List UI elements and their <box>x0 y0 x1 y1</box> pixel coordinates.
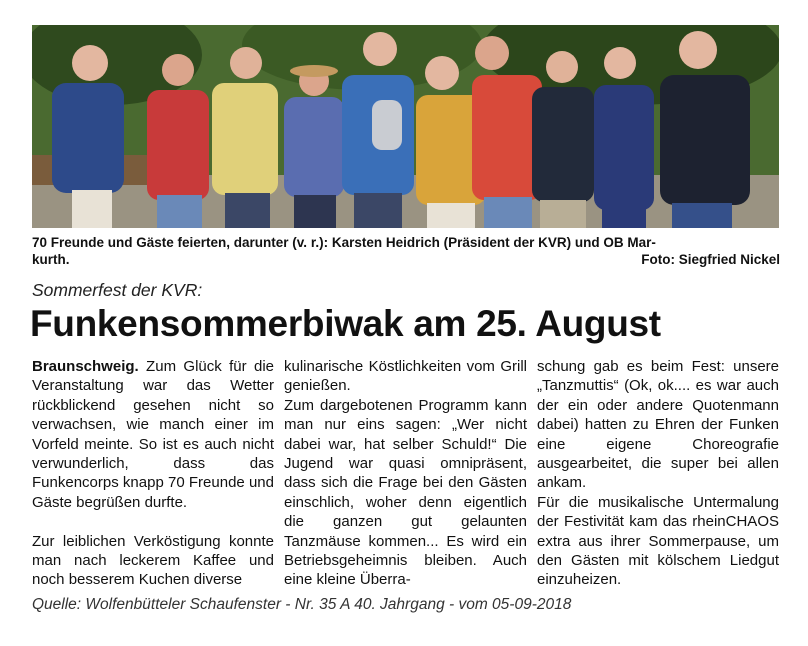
source-line: Quelle: Wolfenbütteler Schaufenster - Nr. 35 A 40. Jahrgang - vom 05-09-2018 <box>32 596 572 613</box>
lead-word: Braunschweig. <box>32 358 139 375</box>
col1-p1-text: Zum Glück für die Veranstaltung war das Wetter rückblickend gesehen nicht so verwachsen, wie manch einer im Vorfeld meinte. So ist es auch nicht verwunderlich, dass das Funkencorps knapp 70 Freunde und Gäste begrüßen durfte. <box>32 358 274 511</box>
col3-paragraph-1: schung gab es beim Fest: unsere „Tanzmuttis“ (Ok, ok.... es war auch der ein oder andere Quotenmann dabei) hatten zu Ehren der Funken eine eigene Choreografie ausgearbeitet, die super bei allen ankam. <box>537 358 779 492</box>
col1-paragraph-2: Zur leiblichen Verköstigung konnte man nach leckerem Kaffee und noch besserem Kuchen diverse <box>32 532 274 589</box>
article-column-1 <box>32 357 274 590</box>
caption-text-line2: kurth. <box>32 252 70 267</box>
photo-caption <box>32 234 780 268</box>
photo-credit: Foto: Siegfried Nickel <box>641 252 780 267</box>
article-column-2 <box>284 357 527 590</box>
article-column-3 <box>537 357 779 590</box>
col2-paragraph-2: Zum dargebotenen Programm kann man nur eins sagen: „Wer nicht dabei war, hat selber Schuld!“ Die Jugend war quasi omnipräsent, dass sich die Frage bei den Gästen einschlich, woher denn eigentlich die ganzen gut gelaunten Tanzmäuse kommen... Es wird ein Betriebsgeheimnis bleiben. Auch eine kleine Überra- <box>284 396 527 589</box>
group-photo-icon <box>32 25 779 228</box>
col1-paragraph-1 <box>32 357 274 512</box>
col3-paragraph-2: Für die musikalische Untermalung der Festivität kam das rheinCHAOS extra aus ihrer Sommerpause, um den Gästen mit kölschem Liedgut einzuheizen. <box>537 493 779 589</box>
kicker: Sommerfest der KVR: <box>32 280 203 300</box>
col2-paragraph-1: kulinarische Köstlichkeiten vom Grill genießen. <box>284 358 527 395</box>
group-photo <box>32 25 779 228</box>
caption-text: 70 Freunde und Gäste feierten, darunter (v. r.): Karsten Heidrich (Präsident der KVR) und OB Mar- <box>32 235 656 250</box>
headline: Funkensommerbiwak am 25. August <box>30 303 661 344</box>
